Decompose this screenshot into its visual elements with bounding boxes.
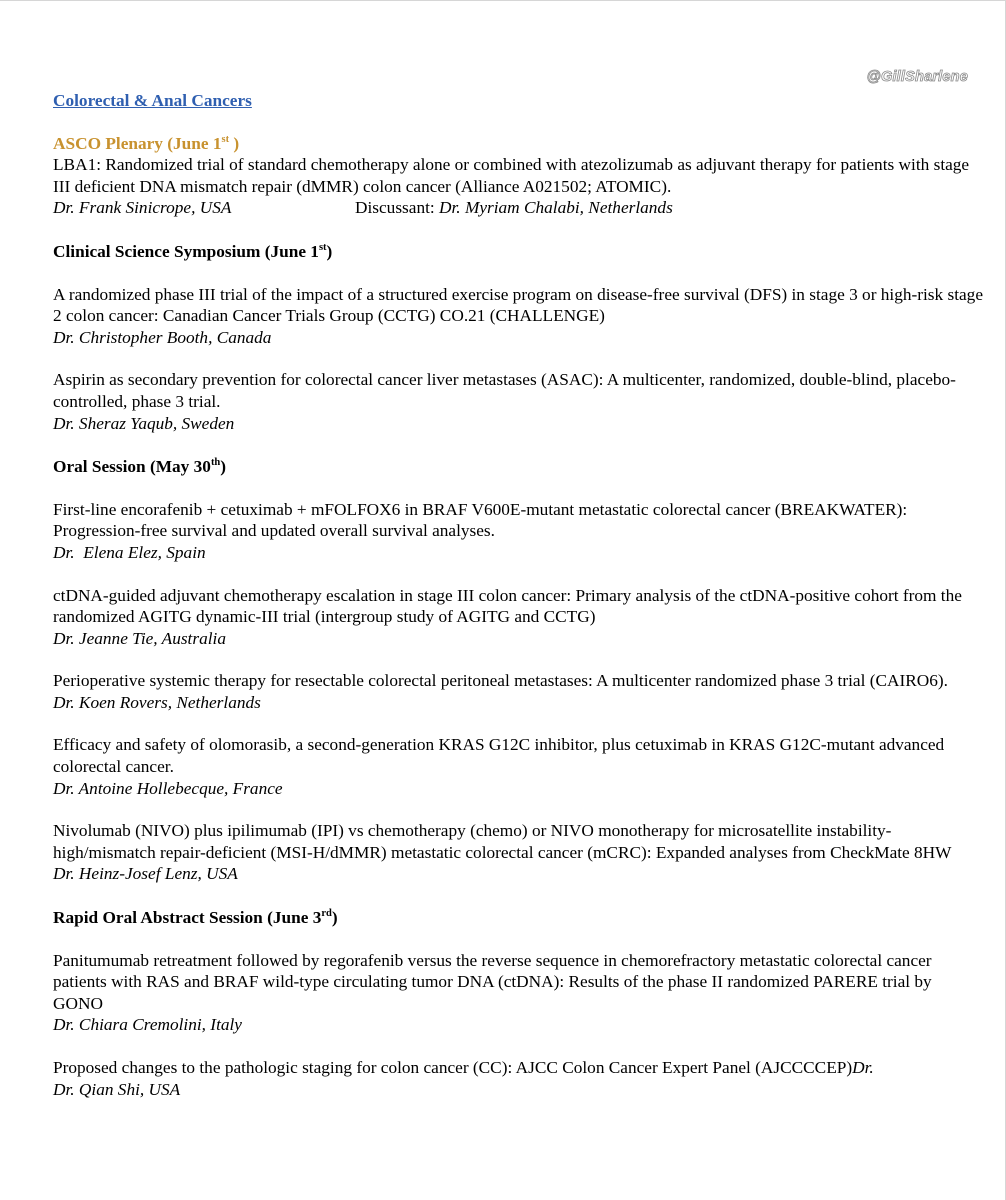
presenter-name: Dr. Qian Shi, USA [53, 1079, 181, 1099]
section-heading [53, 241, 983, 263]
section-heading-close: ) [331, 908, 338, 928]
abstract-item [53, 734, 983, 799]
section-heading [53, 456, 983, 478]
presenter-name: Dr. Jeanne Tie, Australia [53, 628, 226, 648]
abstract-text: Panitumumab retreatment followed by regorafenib versus the reverse sequence in chemorefractory metastatic colorectal cancer patients with RAS and BRAF wild-type circulating tumor DNA (ctDNA): Results of the phase II randomized PARERE trial by GONO [53, 950, 932, 1013]
abstract-item [53, 499, 983, 564]
presenter-name: Dr. Chiara Cremolini, Italy [53, 1015, 242, 1035]
document-title[interactable]: Colorectal & Anal Cancers [53, 91, 252, 110]
abstract-item [53, 284, 983, 349]
abstract-item [53, 950, 983, 1036]
presenter-name: Dr. Koen Rovers, Netherlands [53, 692, 261, 712]
section-heading [53, 907, 983, 929]
presenter-name: Dr. Heinz-Josef Lenz, USA [53, 864, 238, 884]
document-content [53, 90, 983, 1100]
abstract-text: Efficacy and safety of olomorasib, a second-generation KRAS G12C inhibitor, plus cetuximab in KRAS G12C-mutant advanced colorectal cancer. [53, 735, 945, 777]
document-title-row [53, 90, 983, 112]
presenter-name: Dr. Sheraz Yaqub, Sweden [53, 413, 235, 433]
section-heading-ordinal: st [318, 242, 327, 254]
plenary-presenter-row [53, 197, 983, 219]
section-oral-session [53, 456, 983, 885]
abstract-text-italic-tail: Dr. [852, 1058, 874, 1077]
discussant [355, 197, 673, 219]
plenary-heading-text: ASCO Plenary (June 1 [53, 133, 222, 153]
section-heading-ordinal: rd [321, 908, 332, 920]
section-heading-close: ) [220, 457, 227, 477]
discussant-label: Discussant: [355, 198, 440, 218]
plenary-heading-close: ) [229, 133, 240, 153]
abstract-item [53, 585, 983, 650]
abstract-text-row [53, 1057, 983, 1079]
section-rapid-oral-abstract-session [53, 907, 983, 1100]
section-clinical-science-symposium [53, 241, 983, 434]
presenter-name: Dr. Antoine Hollebecque, France [53, 778, 283, 798]
abstract-text: LBA1: Randomized trial of standard chemotherapy alone or combined with atezolizumab as adjuvant therapy for patients with stage III deficient DNA mismatch repair (dMMR) colon cancer (Alliance A021502; ATOMIC). [53, 155, 970, 196]
plenary-heading-ordinal: st [221, 133, 230, 145]
presenter-name: Dr. Frank Sinicrope, USA [53, 198, 232, 218]
plenary-abstract [53, 154, 983, 219]
abstract-item [53, 820, 983, 885]
abstract-item [53, 1057, 983, 1100]
abstract-text: First-line encorafenib + cetuximab + mFOLFOX6 in BRAF V600E-mutant metastatic colorectal cancer (BREAKWATER): Progression-free survival and updated overall survival analyses. [53, 499, 908, 541]
section-heading-text: Rapid Oral Abstract Session (June 3 [53, 908, 322, 928]
presenter-name: Dr. Elena Elez, Spain [53, 542, 206, 562]
abstract-text: ctDNA-guided adjuvant chemotherapy escalation in stage III colon cancer: Primary analysis of the ctDNA-positive cohort from the randomized AGITG dynamic-III trial (intergroup study of AGITG and CCTG) [53, 585, 962, 627]
abstract-text: Proposed changes to the pathologic staging for colon cancer (CC): AJCC Colon Cancer Expert Panel (AJCCCCEP) [53, 1058, 853, 1077]
abstract-text: Nivolumab (NIVO) plus ipilimumab (IPI) vs chemotherapy (chemo) or NIVO monotherapy for microsatellite instability-high/mismatch repair-deficient (MSI-H/dMMR) metastatic colorectal cancer (mCRC): Expanded analyses from CheckMate 8HW [53, 821, 952, 862]
section-heading-ordinal: th [210, 457, 221, 469]
abstract-text: Perioperative systemic therapy for resectable colorectal peritoneal metastases: A multicenter randomized phase 3 trial (CAIRO6). [53, 671, 948, 691]
section-heading-text: Oral Session (May 30 [53, 457, 211, 477]
section-heading-text: Clinical Science Symposium (June 1 [53, 241, 319, 261]
plenary-heading [53, 133, 983, 155]
discussant-name: Dr. Myriam Chalabi, Netherlands [439, 198, 673, 218]
abstract-item [53, 670, 983, 713]
author-watermark: @GillSharlene [866, 69, 968, 85]
presenter-name: Dr. Christopher Booth, Canada [53, 327, 272, 347]
abstract-item [53, 369, 983, 434]
abstract-text: A randomized phase III trial of the impact of a structured exercise program on disease-free survival (DFS) in stage 3 or high-risk stage 2 colon cancer: Canadian Cancer Trials Group (CCTG) CO.21 (CHALLENGE) [53, 284, 983, 326]
section-heading-close: ) [326, 241, 333, 261]
abstract-text: Aspirin as secondary prevention for colorectal cancer liver metastases (ASAC): A multicenter, randomized, double-blind, placebo-controlled, phase 3 trial. [53, 370, 956, 411]
